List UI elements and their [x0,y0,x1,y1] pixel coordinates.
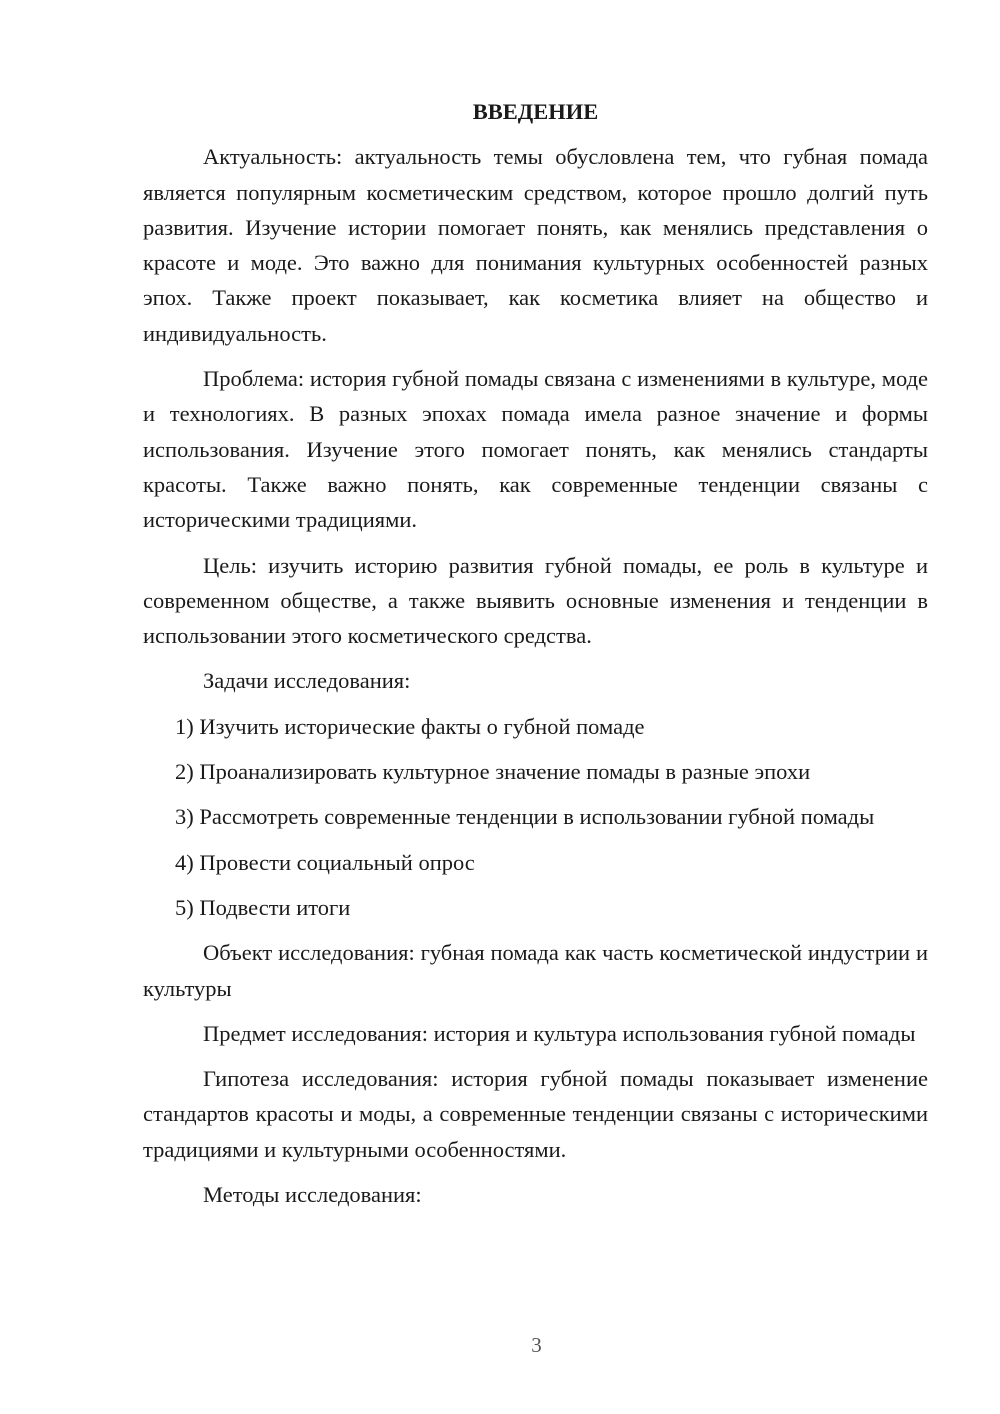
page-number: 3 [531,1333,542,1357]
task-item: 5) Подвести итоги [175,894,351,920]
hypothesis-paragraph: Гипотеза исследования: история губной помады показывает изменение стандартов красоты и моды, а современные тенденции связаны с историческими традициями и культурными особенностями. [143,1066,928,1162]
task-item: 4) Провести социальный опрос [175,849,475,875]
object-paragraph: Объект исследования: губная помада как часть косметической индустрии и культуры [143,940,928,1001]
task-item: 3) Рассмотреть современные тенденции в использовании губной помады [175,804,875,830]
problem-paragraph: Проблема: история губной помады связана с изменениями в культуре, моде и технологиях. В разных эпохах помада имела разное значение и формы использования. Изучение этого помогает понять, как менялись стандарты красоты. Также важно понять, как современные тенденции связаны с историческими традициями. [143,366,928,533]
tasks-title: Задачи исследования: [203,668,411,694]
subject-paragraph: Предмет исследования: история и культура использования губной помады [203,1020,916,1046]
page-content [143,94,928,1222]
task-item: 1) Изучить исторические факты о губной помаде [175,713,645,739]
relevance-paragraph: Актуальность: актуальность темы обусловлена тем, что губная помада является популярным косметическим средством, которое прошло долгий путь развития. Изучение истории помогает понять, как менялись представления о красоте и моде. Это важно для понимания культурных особенностей разных эпох. Также проект показывает, как косметика влияет на общество и индивидуальность. [143,144,928,346]
task-item: 2) Проанализировать культурное значение помады в разные эпохи [175,759,811,785]
methods-title: Методы исследования: [203,1182,422,1208]
goal-paragraph: Цель: изучить историю развития губной помады, ее роль в культуре и современном обществе, а также выявить основные изменения и тенденции в использовании этого косметического средства. [143,552,928,649]
section-heading: ВВЕДЕНИЕ [472,99,599,124]
tasks-list [143,709,928,925]
